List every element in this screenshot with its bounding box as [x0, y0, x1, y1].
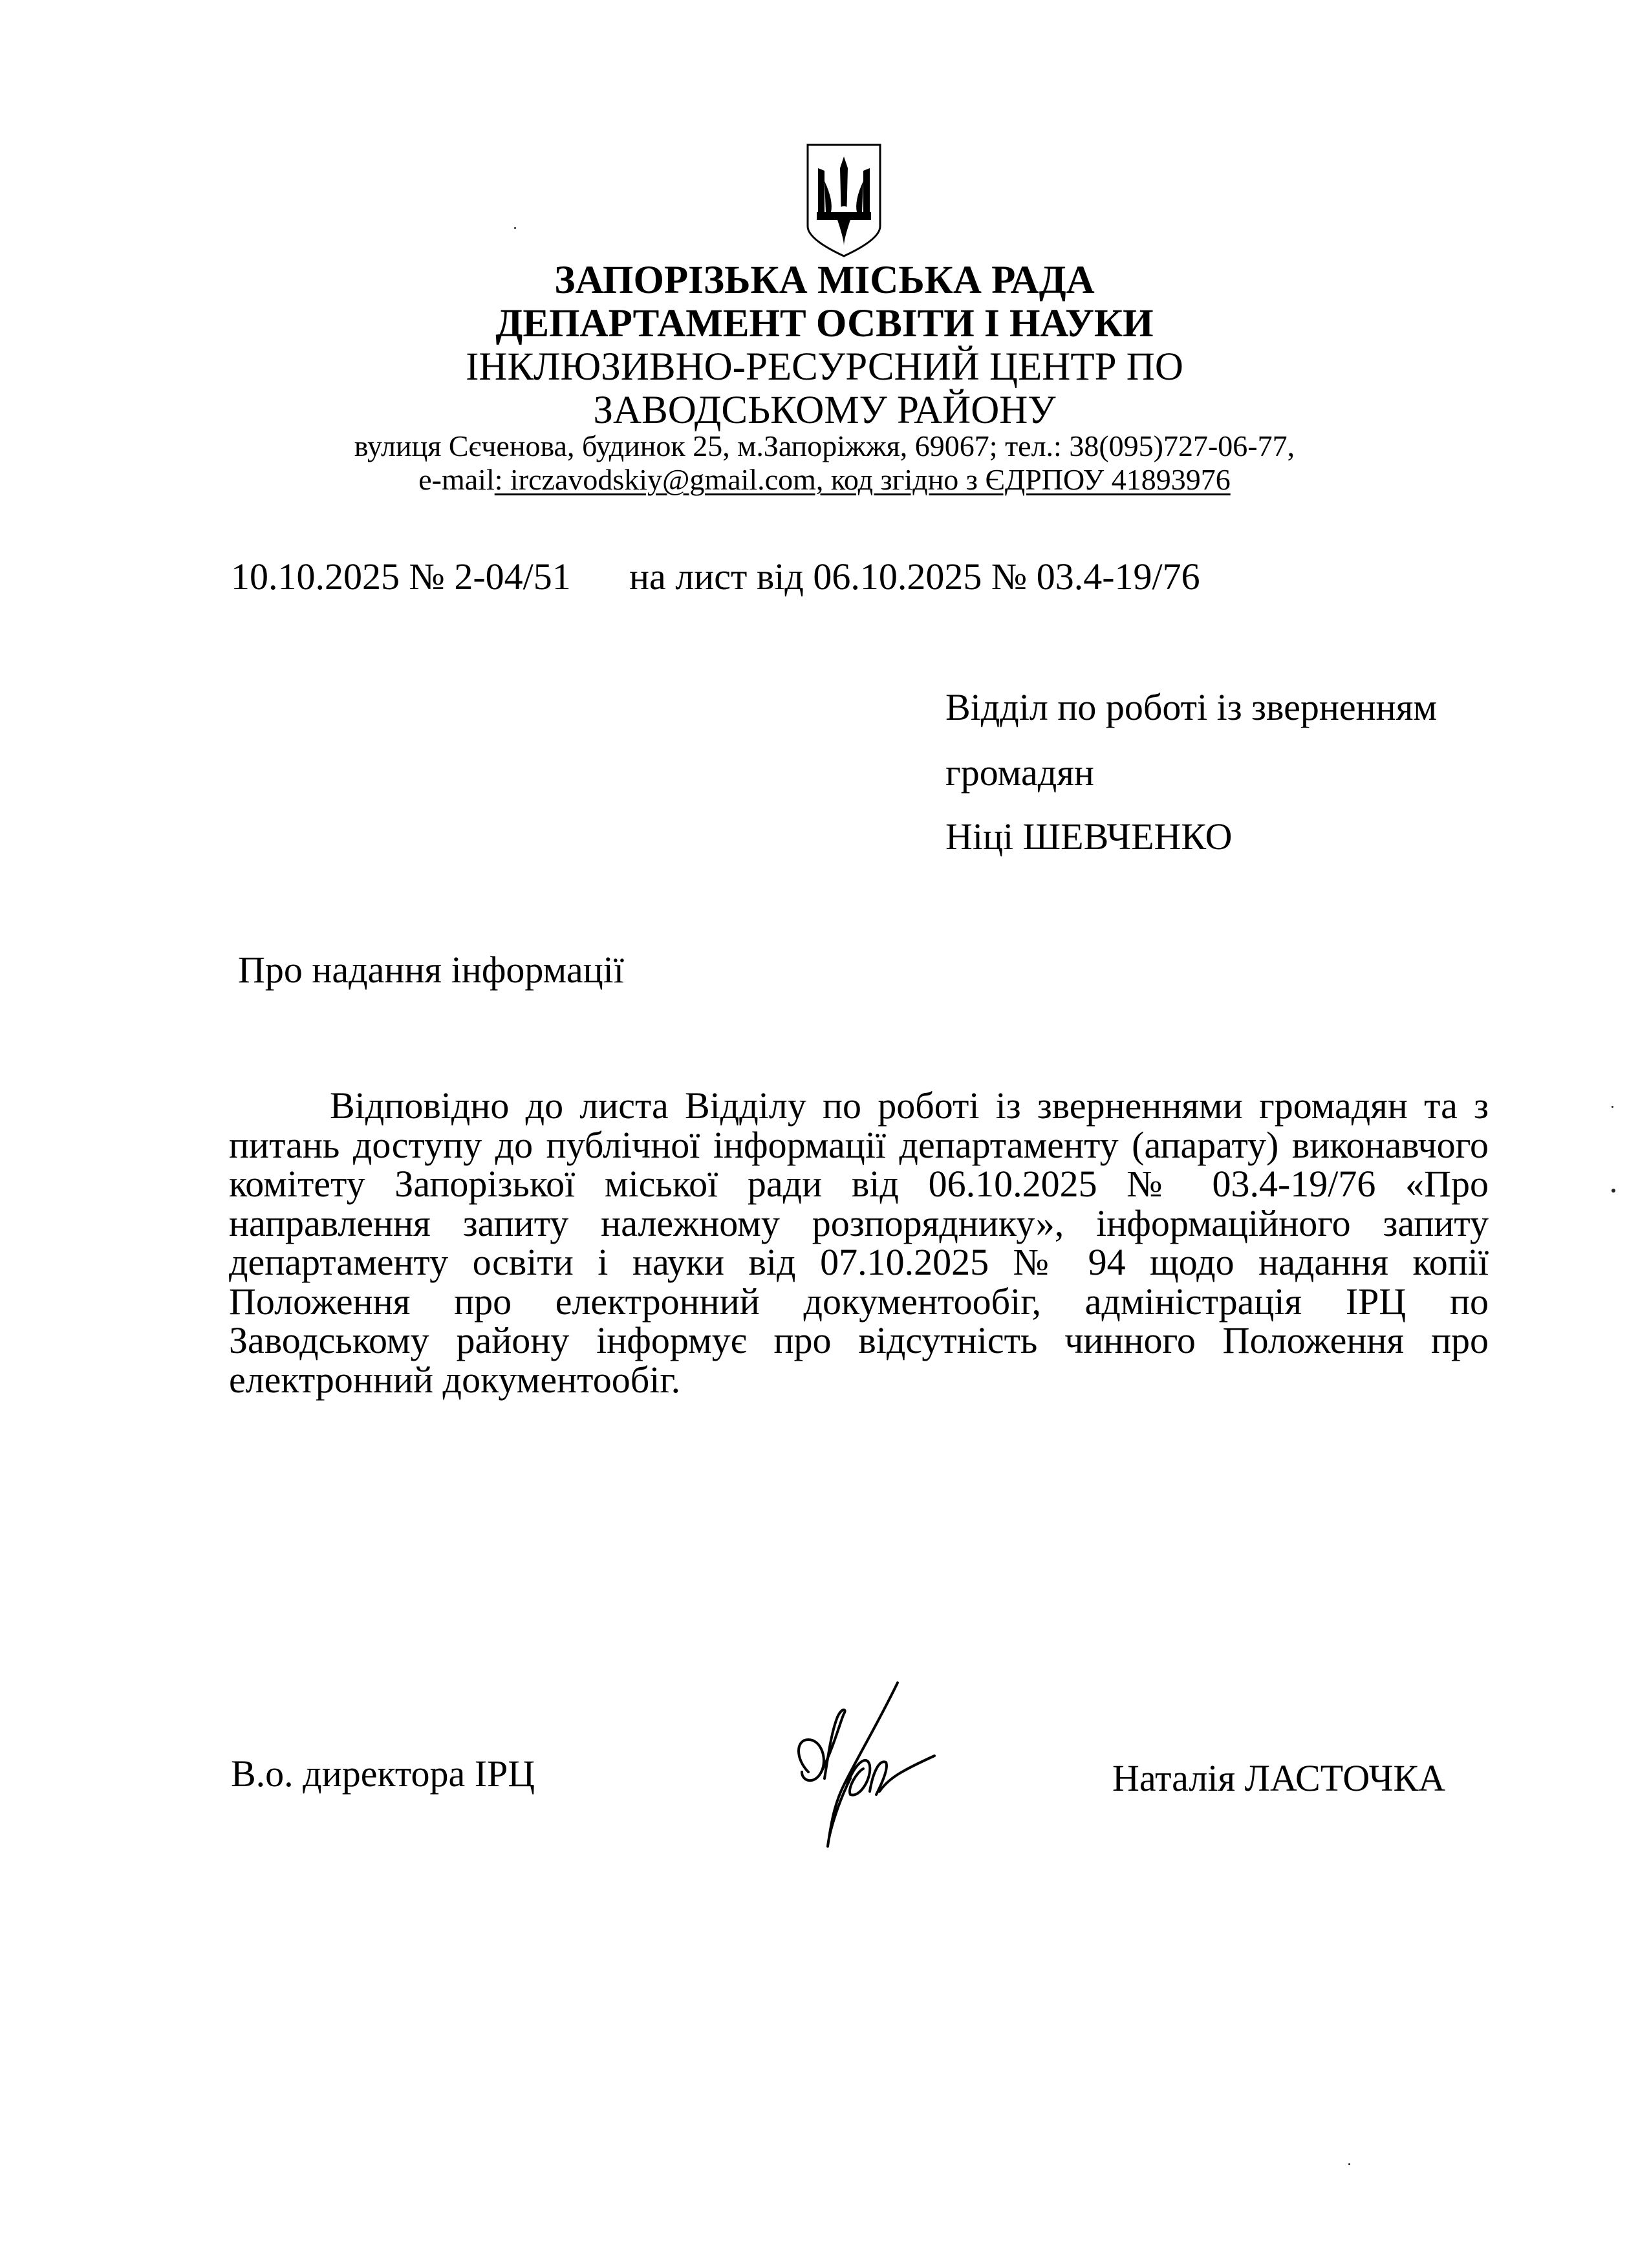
subject-line: Про надання інформації	[238, 949, 624, 991]
org-name-center: ІНКЛЮЗИВНО-РЕСУРСНИЙ ЦЕНТР ПО	[466, 345, 1183, 389]
scan-speck	[1348, 2163, 1350, 2165]
outgoing-number: 10.10.2025 № 2-04/51	[231, 556, 571, 598]
signatory-position: В.о. директора ІРЦ	[231, 1753, 535, 1795]
coat-of-arms-icon	[805, 142, 883, 259]
org-name-city-council: ЗАПОРІЗЬКА МІСЬКА РАДА	[554, 259, 1095, 302]
org-name-department: ДЕПАРТАМЕНТ ОСВІТИ І НАУКИ	[495, 302, 1154, 345]
scan-speck	[514, 227, 516, 229]
addressee-line-2: громадян	[945, 751, 1094, 794]
org-contacts	[0, 463, 1649, 497]
org-address: вулиця Сєченова, будинок 25, м.Запоріжжя, 69067; тел.: 38(095)727-06-77,	[354, 429, 1295, 462]
addressee-line-1: Відділ по роботі із зверненням	[945, 686, 1438, 728]
org-name-district: ЗАВОДСЬКОМУ РАЙОНУ	[593, 389, 1056, 432]
addressee-name: Ніці ШЕВЧЕНКО	[945, 815, 1233, 858]
scan-speck	[1611, 1189, 1615, 1193]
signatory-name: Наталія ЛАСТОЧКА	[1112, 1757, 1446, 1799]
body-paragraph: Відповідно до листа Відділу по роботі із зверненнями громадян та з питань доступу до публічної інформації департаменту (апарату) виконавчого комітету Запорізької міської ради від 06.10.2025 № 03.4-19/76 «Про направлення запиту належному розпоряднику», інформаційного запиту департаменту освіти і науки від 07.10.2025 № 94 щодо надання копії Положення про електронний документообіг, адміністрація ІРЦ по Заводському району інформує про відсутність чинного Положення про електронний документообіг.	[229, 1085, 1489, 1401]
email-label: e-mail	[418, 463, 495, 496]
scan-speck	[1611, 1106, 1613, 1108]
signature-icon	[782, 1675, 964, 1856]
email-and-code: : irczavodskiy@gmail.com, код згідно з ЄДРПОУ 41893976	[494, 463, 1231, 496]
in-reply-to: на лист від 06.10.2025 № 03.4-19/76	[629, 556, 1200, 598]
